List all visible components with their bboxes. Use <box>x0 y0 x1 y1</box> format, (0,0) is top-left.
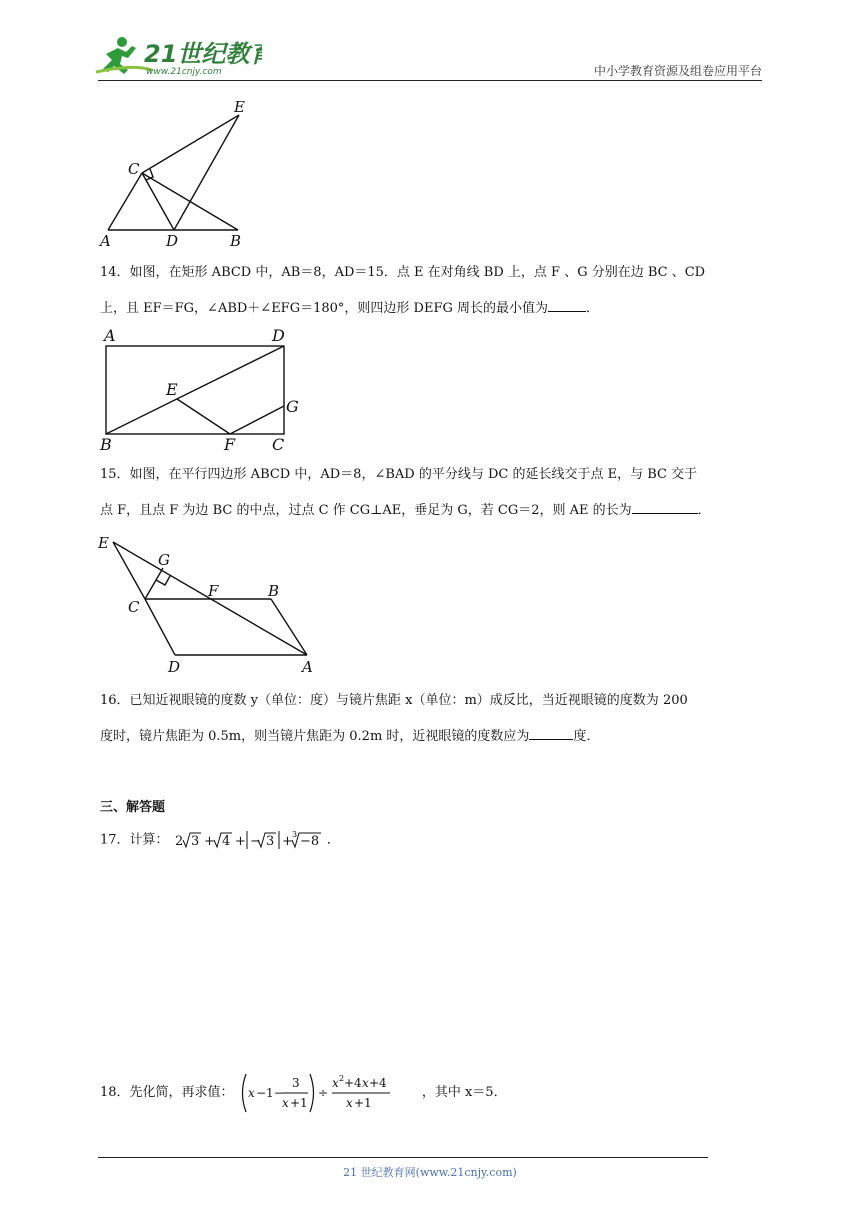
q16-text: 度时，镜片焦距为 0.5m，则当镜片焦距为 0.2m 时，近视眼镜的度数应为 <box>100 729 530 744</box>
q14-line1: 14．如图，在矩形 ABCD 中，AB＝8，AD＝15．点 E 在对角线 BD 上，点 F 、G 分别在边 BC 、CD <box>100 265 706 280</box>
svg-text:C: C <box>272 435 285 454</box>
figure-q14 <box>96 322 316 456</box>
q17-expression <box>173 829 323 851</box>
label-B: B <box>230 232 242 250</box>
q14-text: 上，且 EF＝FG，∠ABD＋∠EFG＝180°，则四边形 DEFG 周长的最小值为 <box>100 301 548 316</box>
svg-text:B: B <box>268 582 280 600</box>
header-divider <box>98 80 762 81</box>
q15-line1: 15．如图，在平行四边形 ABCD 中，AD＝8，∠BAD 的平分线与 DC 的延长线交于点 E，与 BC 交于 <box>100 467 698 482</box>
logo <box>92 34 262 78</box>
svg-text:+4: +4 <box>368 1076 387 1090</box>
runner-logo-icon <box>92 34 262 78</box>
q14-answer-blank <box>548 297 586 312</box>
q16-line1: 16．已知近视眼镜的度数 y（单位：度）与镜片焦距 x（单位：m）成反比，当近视眼镜的度数为 200 <box>100 693 688 708</box>
svg-text:G: G <box>286 397 299 416</box>
svg-text:−: − <box>249 834 261 849</box>
q14-line2: 上，且 EF＝FG，∠ABD＋∠EFG＝180°，则四边形 DEFG 周长的最小值为 ． <box>100 297 599 319</box>
q15-line2: 点 F，且点 F 为边 BC 的中点，过点 C 作 CG⊥AE，垂足为 G，若 CG＝2，则 AE 的长为 ． <box>100 499 711 521</box>
label-C: C <box>128 160 140 178</box>
q15-text: 点 F，且点 F 为边 BC 的中点，过点 C 作 CG⊥AE，垂足为 G，若 CG＝2，则 AE 的长为 <box>100 503 632 518</box>
svg-text:E: E <box>166 380 178 399</box>
svg-text:+1: +1 <box>289 1096 308 1110</box>
footer-text: 21 世纪教育网(www.21cnjy.com) <box>343 1166 517 1179</box>
svg-text:+: + <box>234 834 246 849</box>
svg-text:3: 3 <box>291 830 297 839</box>
svg-text:G: G <box>158 551 170 569</box>
svg-text:x: x <box>361 1076 369 1090</box>
svg-text:C: C <box>128 598 140 616</box>
figure-q13 <box>98 96 268 252</box>
svg-text:D: D <box>272 326 285 345</box>
svg-text:÷: ÷ <box>317 1086 328 1100</box>
svg-text:2: 2 <box>174 834 183 849</box>
svg-text:2: 2 <box>338 1074 344 1083</box>
svg-text:x: x <box>247 1086 255 1100</box>
svg-text:+1: +1 <box>353 1096 372 1110</box>
q16-answer-blank <box>529 725 573 740</box>
svg-text:E: E <box>98 534 109 552</box>
svg-text:F: F <box>208 582 219 600</box>
svg-text:+: + <box>203 834 215 849</box>
label-E: E <box>234 98 245 116</box>
svg-text:x: x <box>345 1096 353 1110</box>
figure-q15 <box>96 530 328 678</box>
svg-text:+: + <box>281 834 293 849</box>
section-title: 三、解答题 <box>100 800 166 815</box>
svg-text:3: 3 <box>190 834 199 849</box>
svg-text:3: 3 <box>291 1076 300 1090</box>
footer-divider <box>98 1157 708 1158</box>
svg-text:3: 3 <box>265 834 274 849</box>
svg-text:D: D <box>168 658 181 676</box>
svg-text:x: x <box>331 1076 339 1090</box>
svg-text:+4: +4 <box>343 1076 362 1090</box>
svg-text:−1−: −1− <box>255 1086 284 1100</box>
svg-text:−8: −8 <box>299 834 319 849</box>
label-D: D <box>166 232 179 250</box>
label-A: A <box>100 232 111 250</box>
q17-line: 17．计算： 2 3 + 4 + − 3 + 3 −8 ． <box>100 830 340 849</box>
q16-line2: 度时，镜片焦距为 0.5m，则当镜片焦距为 0.2m 时，近视眼镜的度数应为 度． <box>100 725 599 747</box>
svg-text:A: A <box>104 326 116 345</box>
logo-text: 21世纪教育 <box>144 40 262 68</box>
svg-text:A: A <box>302 658 313 676</box>
svg-text:x: x <box>281 1096 289 1110</box>
q18-line: 18．先化简，再求值： x −1− 3 x +1 ÷ x 2 +4 x +4 x +1 ，其中 x＝5． <box>100 1072 507 1112</box>
svg-text:B: B <box>100 435 112 454</box>
svg-text:F: F <box>224 435 236 454</box>
q18-expression <box>238 1072 418 1114</box>
header-platform-text: 中小学教育资源及组卷应用平台 <box>593 64 762 78</box>
q15-answer-blank <box>632 499 698 514</box>
svg-text:4: 4 <box>221 834 230 849</box>
logo-url: www.21cnjy.com <box>146 67 222 77</box>
